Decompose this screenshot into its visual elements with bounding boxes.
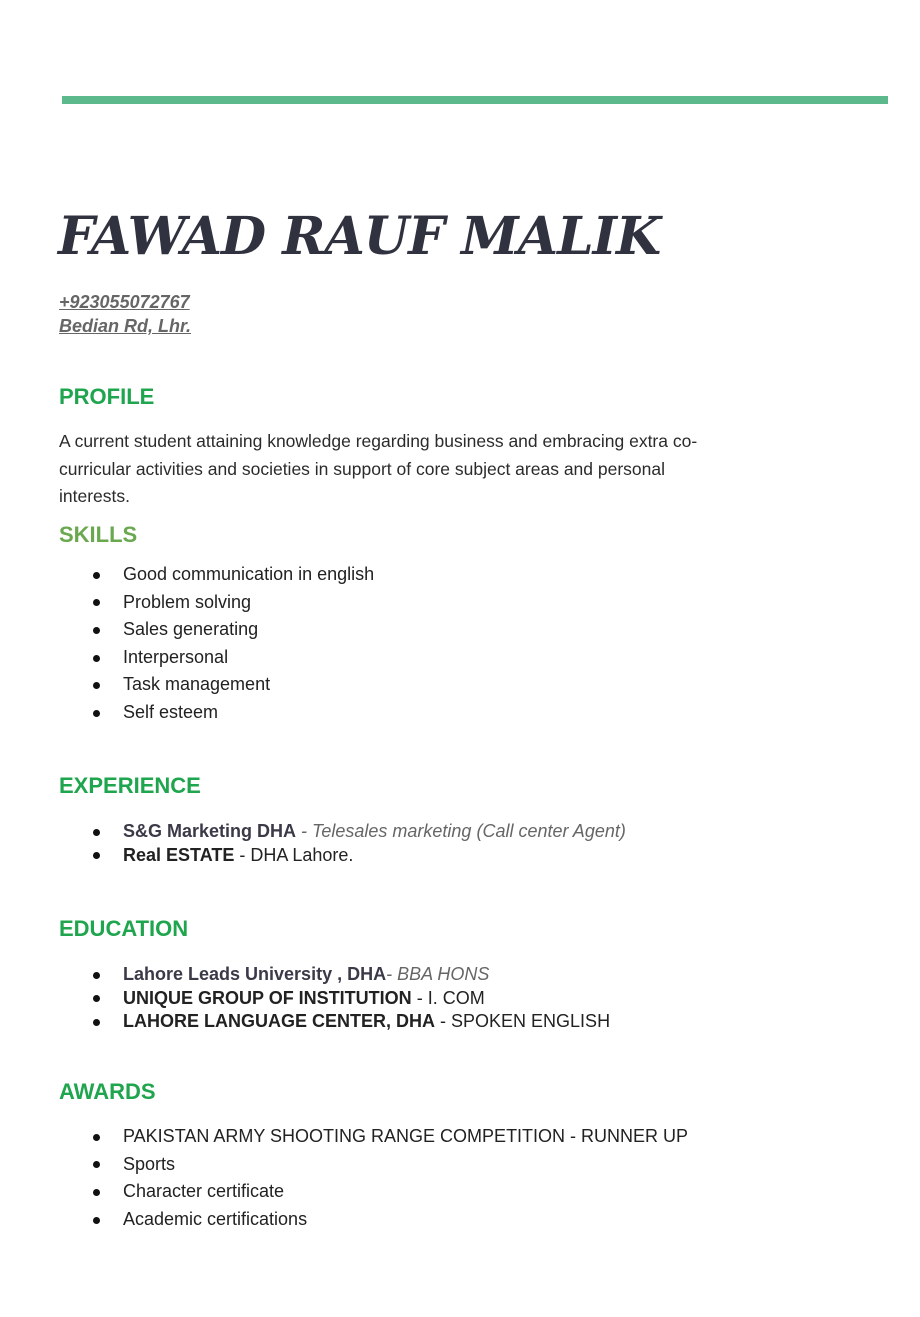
- education-list: [0, 963, 610, 1034]
- education-detail: I. COM: [427, 987, 485, 1008]
- skills-heading: SKILLS: [59, 522, 138, 547]
- education-sep: -: [435, 1011, 452, 1031]
- experience-list: [0, 820, 626, 867]
- resume-name: FAWAD RAUF MALIK: [58, 206, 661, 267]
- award-item: Character certificate: [0, 1178, 688, 1206]
- skill-item: Sales generating: [0, 616, 374, 644]
- education-org: UNIQUE GROUP OF INSTITUTION: [123, 987, 412, 1008]
- education-item: [0, 1010, 610, 1034]
- education-heading: EDUCATION: [59, 916, 189, 941]
- profile-heading: PROFILE: [59, 384, 155, 409]
- skills-list: [0, 561, 374, 727]
- award-item: Academic certifications: [0, 1206, 688, 1234]
- skill-item: Problem solving: [0, 589, 374, 617]
- education-org: LAHORE LANGUAGE CENTER, DHA: [123, 1011, 436, 1031]
- phone-link[interactable]: +923055072767: [59, 292, 190, 312]
- education-detail: BBA HONS: [397, 964, 490, 984]
- education-sep: -: [386, 964, 398, 984]
- experience-org: Real ESTATE: [123, 844, 235, 865]
- experience-detail: Telesales marketing (Call center Agent): [312, 821, 626, 841]
- award-item: Sports: [0, 1151, 688, 1179]
- education-item: [0, 987, 610, 1011]
- profile-text: A current student attaining knowledge regarding business and embracing extra co-curricular activities and societies in support of core subject areas and personal interests.: [59, 431, 698, 506]
- experience-item: [0, 844, 626, 868]
- education-sep: -: [411, 987, 428, 1008]
- awards-heading: AWARDS: [59, 1079, 156, 1104]
- education-detail: SPOKEN ENGLISH: [451, 1011, 611, 1031]
- experience-sep: -: [296, 821, 313, 841]
- experience-item: [0, 820, 626, 844]
- experience-detail: DHA Lahore.: [250, 844, 354, 865]
- education-org: Lahore Leads University , DHA: [123, 964, 387, 984]
- skill-item: Self esteem: [0, 699, 374, 727]
- experience-org: S&G Marketing DHA: [123, 821, 297, 841]
- skill-item: Task management: [0, 671, 374, 699]
- experience-heading: EXPERIENCE: [59, 773, 201, 798]
- address-link[interactable]: Bedian Rd, Lhr.: [59, 316, 192, 336]
- skill-item: Interpersonal: [0, 644, 374, 672]
- experience-sep: -: [234, 844, 251, 865]
- skill-item: Good communication in english: [0, 561, 374, 589]
- award-item: PAKISTAN ARMY SHOOTING RANGE COMPETITION - RUNNER UP: [0, 1123, 688, 1151]
- education-item: [0, 963, 610, 987]
- top-accent-bar: [62, 96, 888, 104]
- awards-list: [0, 1123, 688, 1233]
